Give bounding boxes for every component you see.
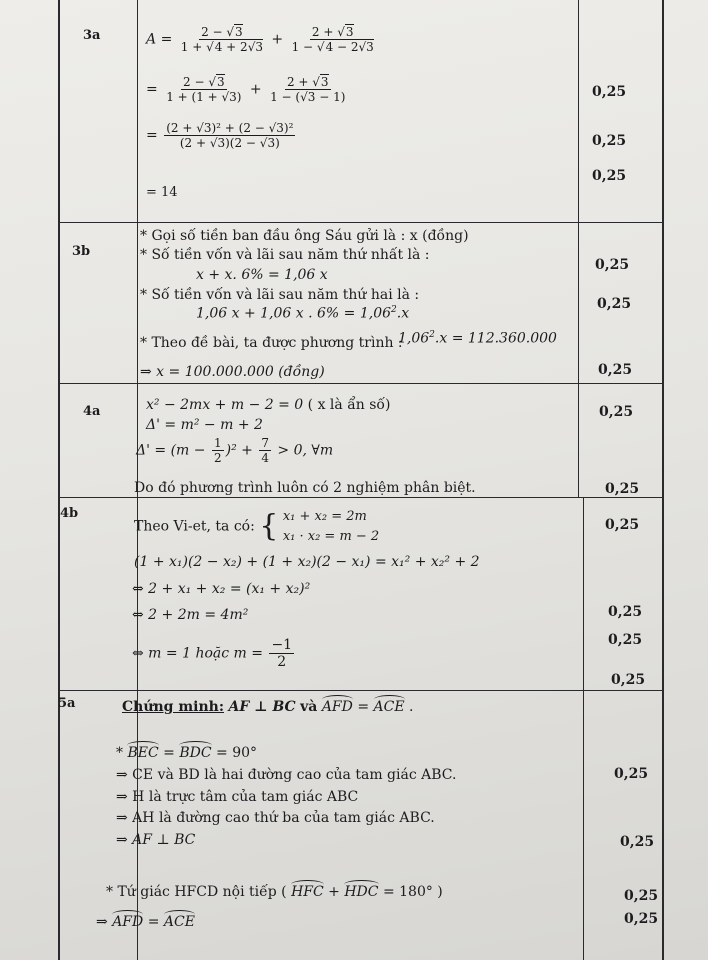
score: 0,25 xyxy=(611,672,646,688)
score: 0,25 xyxy=(605,481,640,497)
score: 0,25 xyxy=(592,168,627,184)
angle-value: = 90° xyxy=(216,745,258,761)
vieta-label: Theo Vi-et, ta có: xyxy=(134,518,255,535)
vieta-system: Theo Vi-et, ta có: { x₁ + x₂ = 2m x₁ · x₂ = m − 2 xyxy=(134,507,379,546)
row-divider xyxy=(58,222,662,223)
column-divider-right-bottom xyxy=(583,498,584,960)
score: 0,25 xyxy=(608,604,643,620)
title-conjunction: và xyxy=(300,699,318,715)
proof-line: ⇒ AH là đường cao thứ ba của tam giác ABC. xyxy=(116,810,435,826)
proof-text: = 180° ) xyxy=(382,884,443,900)
question-label: 5a xyxy=(58,696,76,711)
question-label: 4b xyxy=(60,506,79,521)
row-divider xyxy=(58,497,662,498)
title-statement: AF ⊥ BC xyxy=(228,699,296,715)
proof-line: * BEC = BDC = 90° xyxy=(116,741,257,760)
question-label: 3b xyxy=(72,244,91,259)
fraction-denominator: 2 xyxy=(277,654,287,670)
formula-line: 1,06 x + 1,06 x . $6\% = 1,06^2.x$ xyxy=(196,305,410,322)
proof-line: ⇒ CE và BD là hai đường cao của tam giác ABC. xyxy=(116,767,457,783)
score: 0,25 xyxy=(598,362,633,378)
score: 0,25 xyxy=(592,84,627,100)
equation-part: x = 112.360.000 xyxy=(439,330,557,347)
score: 0,25 xyxy=(614,766,649,782)
equation-note: ( x là ẩn số) xyxy=(307,397,391,413)
formula-line: ⇔ 2 + 2m = 4m² xyxy=(132,607,249,623)
proof-line: * Tứ giác HFCD nội tiếp ( HFC + HDC = 180° ) xyxy=(106,880,443,899)
angle-symbol: HFC xyxy=(291,880,324,899)
equation xyxy=(146,398,390,412)
system-equation: x₁ · x₂ = m − 2 xyxy=(282,528,380,544)
angle-symbol: ACE xyxy=(164,910,195,929)
formula-a-definition: A = $\frac{2 - √3}{1 + √4 + 2√3}$ + $\frac{2 + √3}{1 - √4 - 2√3}$ xyxy=(146,25,374,54)
formula-line: ⇔ 2 + x₁ + x₂ = (x₁ + x₂)² xyxy=(132,581,311,597)
title-prefix: Chứng minh: xyxy=(122,699,224,715)
angle-symbol: BDC xyxy=(179,741,211,760)
formula-line xyxy=(132,638,296,669)
angle-symbol: HDC xyxy=(344,880,378,899)
formula-result: = 14 xyxy=(146,185,178,200)
discriminant-expanded: Δ' = (m − $\frac{1}{2}$ )² + $\frac{7}{4}$ > 0, ∀m xyxy=(136,436,334,465)
angle-symbol: BEC xyxy=(127,741,158,760)
discriminant: Δ' = m² − m + 2 xyxy=(146,417,263,433)
angle-symbol: AFD xyxy=(112,910,143,929)
angle-symbol: ACE xyxy=(374,695,405,714)
score: 0,25 xyxy=(595,257,630,273)
formula-part: x xyxy=(401,305,410,322)
answer-line: ⇒ x = 100.000.000 (đồng) xyxy=(140,364,325,380)
proof-line: ⇒ AF ⊥ BC xyxy=(116,832,196,848)
proof-line: ⇒ AFD = ACE xyxy=(96,910,195,929)
conclusion: Do đó phương trình luôn có 2 nghiệm phân biệt. xyxy=(134,480,476,496)
row-divider xyxy=(58,690,662,691)
equation-part: 1,06 xyxy=(398,330,430,347)
row-divider xyxy=(58,383,662,384)
text-line: * Số tiền vốn và lãi sau năm thứ hai là : xyxy=(140,287,420,303)
score: 0,25 xyxy=(620,834,655,850)
formula-step-2: = $\frac{\text{(2 + √3)² + (2 − √3)²}}{(2 + √3)(2 - √3)}$ xyxy=(146,121,294,150)
formula-part: ⇔ m = 1 hoặc m = xyxy=(132,645,263,662)
score: 0,25 xyxy=(605,517,640,533)
angle-symbol: AFD xyxy=(322,695,353,714)
score: 0,25 xyxy=(624,888,659,904)
formula-step-1: = $\frac{2 - √3}{1 + (1 + √3)}$ + $\frac{2 + √3}{1 - (√3 - 1)}$ xyxy=(146,75,346,104)
formula-line: x + x. 6% = 1,06 x xyxy=(196,267,328,283)
column-divider-right-top xyxy=(578,0,579,498)
score: 0,25 xyxy=(608,632,643,648)
system-equation: x₁ + x₂ = 2m xyxy=(282,509,367,524)
text-line: * Gọi số tiền ban đầu ông Sáu gửi là : x (đồng) xyxy=(140,228,469,244)
proof-text: * Tứ giác HFCD nội tiếp ( xyxy=(106,884,287,900)
proof-line: ⇒ H là trực tâm của tam giác ABC xyxy=(116,789,359,805)
text-line: * Số tiền vốn và lãi sau năm thứ nhất là : xyxy=(140,247,430,263)
text-line: * Theo đề bài, ta được phương trình : xyxy=(140,335,403,351)
question-label: 4a xyxy=(83,404,101,419)
question-label: 3a xyxy=(83,28,101,43)
formula-part: 1,06 x + 1,06 x . 6% = 1,06 xyxy=(196,305,392,322)
equation: $1,06^2.x = 112.360.000$ xyxy=(398,330,557,347)
score: 0,25 xyxy=(597,296,632,312)
formula-line: (1 + x₁)(2 − x₂) + (1 + x₂)(2 − x₁) = x₁² + x₂² + 2 xyxy=(134,554,480,570)
equation-part: x² − 2mx + m − 2 = 0 xyxy=(146,397,304,413)
score: 0,25 xyxy=(624,911,659,927)
fraction-numerator: −1 xyxy=(271,637,293,653)
section-title: Chứng minh: AF ⊥ BC và AFD = ACE . xyxy=(122,695,413,714)
score: 0,25 xyxy=(599,404,634,420)
score: 0,25 xyxy=(592,133,627,149)
